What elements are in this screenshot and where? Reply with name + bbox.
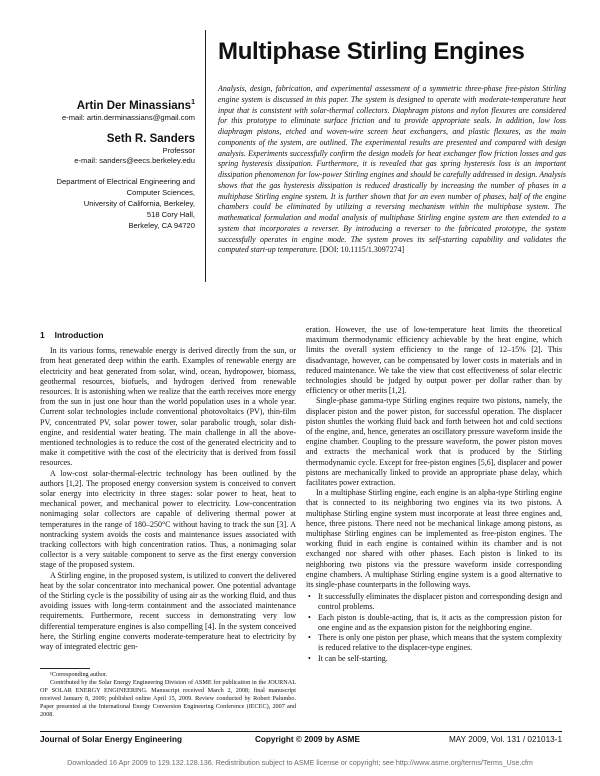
advantages-list xyxy=(306,592,562,663)
right-column xyxy=(306,325,562,664)
left-column xyxy=(40,330,296,652)
body-paragraph: In its various forms, renewable energy is derived directly from the sun, or from heat generated deep within the earth. Examples of renewable energy are electricity and heat generated from solar, wind, ocean, hydropower, biomass, geothermal resources, biofuels, and hydrogen derived from renewable resources. It is astonishing when we realize that the earth receives more energy from the sun in just one hour than the world population uses in a whole year. Current solar technologies include conventional photovoltaics (PV), thin-film PV, concentrated PV, solar power tower, solar parabolic trough, solar dish-engine, and residential water heating. The main challenge in all the above-mentioned technologies is to reduce the cost of the generated electricity and to make it competitive with the cost of the electricity that is derived from fossil resources. xyxy=(40,346,296,468)
journal-name: Journal of Solar Energy Engineering xyxy=(40,735,182,744)
title-rule xyxy=(205,30,206,282)
affiliation-line: University of California, Berkeley, xyxy=(83,198,195,208)
affiliation-line: Berkeley, CA 94720 xyxy=(128,220,195,230)
footnotes xyxy=(40,671,296,719)
copyright: Copyright © 2009 by ASME xyxy=(255,735,360,744)
author-email-2[interactable]: e-mail: sanders@eecs.berkeley.edu xyxy=(74,155,195,165)
body-paragraph: Single-phase gamma-type Stirling engines require two pistons, namely, the displacer piston and the power piston, for successful operation. The displacer piston shuttles the working fluid back and forth between hot and cold sections of the engine, and, hence, generates an oscillatory pressure waveform inside the engine chamber. Coupling to the pressure waveform, the power piston moves and extracts the mechanical work that is produced by the Stirling thermodynamic cycle. Except for free-piston engines [5,6], displacer and power pistons are mechanically linked to provide an appropriate phase delay, which facilitates power extraction. xyxy=(306,396,562,488)
abstract xyxy=(218,84,566,256)
affiliation xyxy=(40,176,195,231)
author-name-1: Artin Der Minassians$^1$ xyxy=(76,99,195,112)
affiliation-line: 518 Cory Hall, xyxy=(146,209,195,219)
section-heading xyxy=(40,330,296,340)
footnote-rule xyxy=(40,668,90,669)
list-item: • Each piston is double-acting, that is, it acts as the compression piston for one engine and as the expansion piston for the neighboring engine. xyxy=(306,613,562,633)
issue-info: MAY 2009, Vol. 131 / 021013-1 xyxy=(448,735,562,744)
list-item: • There is only one piston per phase, which means that the system complexity is reduced relative to the displacer-type engines. xyxy=(306,633,562,653)
list-item: • It successfully eliminates the displacer piston and corresponding design and control problems. xyxy=(306,592,562,612)
author-name-2: Seth R. Sanders xyxy=(106,132,195,145)
affiliation-line: Department of Electrical Engineering and xyxy=(56,176,195,186)
section-title: Introduction xyxy=(54,330,104,340)
body-paragraph: In a multiphase Stirling engine, each engine is an alpha-type Stirling engine that is connected to its neighboring two engines via its two pistons. A multiphase Stirling engine system must incorporate at least three engines and, hence, three pistons. There need not be mechanical linkage among pistons, as multiphase Stirling engines can be implemented as free-piston engines. The working fluid in each engine is contained within its chamber and is not exchanged nor shared with other phases. Each piston is linked to its neighboring two pistons via the pressure waveform inside corresponding engine chambers. A multiphase Stirling engine system is a good alternative to its single-phase counterparts in the following ways. xyxy=(306,488,562,590)
list-item: • It can be self-starting. xyxy=(306,654,562,664)
footnote: Contributed by the Solar Energy Engineering Division of ASME for publication in the JOURNAL OF SOLAR ENERGY ENGINEERING. Manuscript received March 2, 2008; final manuscript received January 8, 2009; published online April 15, 2009. Review conducted by Robert Palumbo. Paper presented at the International Energy Conversion Engineering Conference (IECEC), 2007 and 2008. xyxy=(40,679,296,718)
author-footnote-mark: 1 xyxy=(191,99,195,106)
affiliation-line: Computer Sciences, xyxy=(126,187,195,197)
download-notice[interactable]: Downloaded 16 Apr 2009 to 129.132.128.136. Redistribution subject to ASME license or copyright; see http://www.asme.org/terms/Terms_Use.cfm xyxy=(67,758,533,767)
author-email-1[interactable]: e-mail: artin.derminassians@gmail.com xyxy=(61,112,195,122)
footer-rule xyxy=(40,731,562,732)
author-block xyxy=(40,96,195,231)
author-role-2: Professor xyxy=(162,145,195,155)
body-paragraph: A Stirling engine, in the proposed system, is utilized to convert the delivered heat by the solar concentrator into mechanical power. One potential advantage of the Stirling cycle is the possibility of using air as the working fluid, and thus avoiding issues with long-term containment and the associated maintenance requirements. Furthermore, recent success in demonstrating very low differential temperature engines is also compelling [4]. In the system conceived here, the Stirling engine converts moderate-temperature heat to electricity by way of integrated electric gen- xyxy=(40,570,296,652)
paper-title: Multiphase Stirling Engines xyxy=(218,38,525,65)
doi-link[interactable]: [DOI: 10.1115/1.3097274] xyxy=(319,245,405,255)
abstract-text: Analysis, design, fabrication, and experimental assessment of a symmetric three-phase free-piston Stirling engine system is discussed in this paper. The system is designed to operate with moderate-temperature heat input that is consistent with solar-thermal collectors. Diaphragm pistons and nylon flexures are considered for this prototype to eliminate surface friction and to provide appropriate seals. In addition, low loss diaphragm pistons, etched and woven-wire screen heat exchangers, and plastic flexures, as the main components of the system, are outlined. The experimental results are presented and compared with design analysis. Experiments successfully confirm the design models for heat exchanger flow friction losses and gas spring hysteresis dissipation. Furthermore, it is revealed that gas spring hysteresis loss is an important dissipation phenomenon for low-power Stirling engines and should be carefully addressed in design. Analysis shows that the gas hysteresis dissipation is reduced drastically by increasing the number of phases in a multiphase Stirling engine system. It is further shown that for an even number of phases, half of the engine chambers could be eliminated by utilizing a reversing mechanism within the multiphase system. The mathematical formulation and modal analysis of multiphase Stirling engine system are then extended to a system that incorporates a reverser. By introducing a reverser to the fabricated prototype, the system successfully operates in engine mode. The system proves its self-starting capability and validates the computed start-up temperature. xyxy=(218,84,566,255)
body-paragraph: eration. However, the use of low-temperature heat limits the theoretical maximum thermodynamic efficiency achievable by the heat engine, which limits the overall system efficiency to the range of 12–15% [2]. This disadvantage, however, can be compensated by lower costs in materials and in reduced maintenance. We take the view that cost effectiveness of solar electric technologies should be judged by output power per dollar rather than by efficiency or other merits [1,2]. xyxy=(306,325,562,396)
body-paragraph: A low-cost solar-thermal-electric technology has been outlined by the authors [1,2]. The proposed energy conversion system is conceived to convert solar energy into electricity in three stages: solar power to heat, heat to mechanical power, and mechanical power to electricity. Low-concentration nonimaging solar collectors are capable of delivering thermal power at temperatures in the range of 180–250°C without having to track the sun [3]. A nontracking system avoids the costs and maintenance issues associated with tracking collectors with high concentration ratios. Thus, a nonimaging solar collector is a very suitable component to serve as the first energy conversion stage of the proposed system. xyxy=(40,468,296,570)
section-number: 1 xyxy=(40,330,45,340)
footnote: ¹Corresponding author. xyxy=(50,671,108,678)
